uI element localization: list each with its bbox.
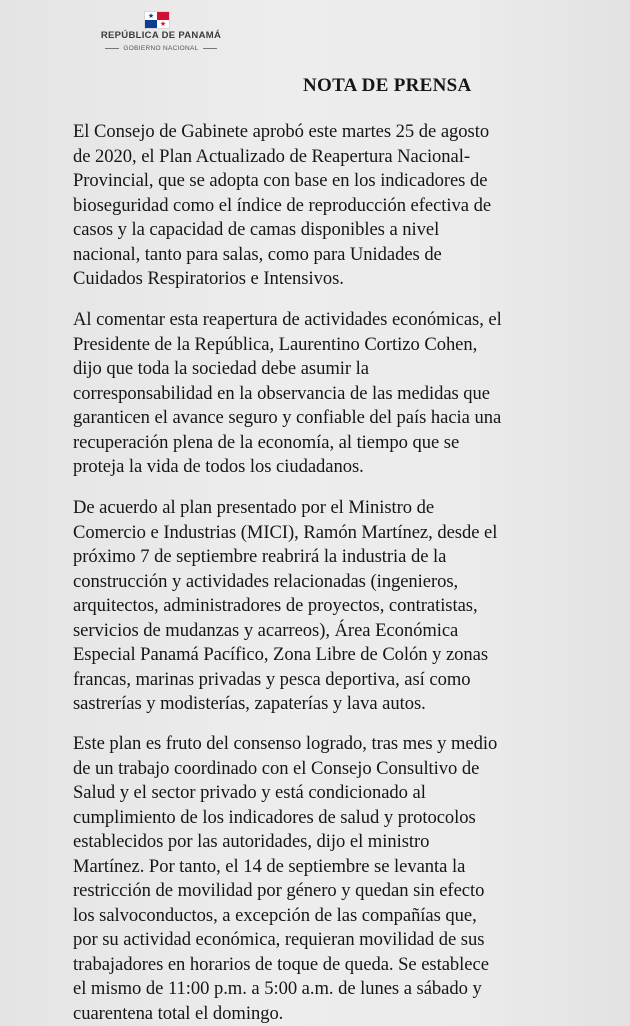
text-line: servicios de mudanzas y acarreos), Área Económica: [73, 619, 497, 644]
text-line: Presidente de la República, Laurentino Cortizo Cohen,: [73, 333, 502, 358]
panama-flag-icon: ★ ★: [144, 11, 170, 29]
text-line: Este plan es fruto del consenso logrado, tras mes y medio: [73, 732, 497, 757]
text-line: próximo 7 de septiembre reabrirá la industria de la: [73, 545, 497, 570]
text-line: por su actividad económica, requieran movilidad de sus: [73, 928, 497, 953]
text-line: cumplimiento de los indicadores de salud y protocolos: [73, 806, 497, 831]
text-line: nacional, tanto para salas, como para Unidades de: [73, 243, 491, 268]
text-line: casos y la capacidad de camas disponibles a nivel: [73, 218, 491, 243]
paragraph-1: [73, 120, 491, 292]
logo-subtitle-row: [96, 45, 226, 52]
text-line: Al comentar esta reapertura de actividades económicas, el: [73, 308, 502, 333]
text-line: Cuidados Respiratorios e Intensivos.: [73, 267, 491, 292]
text-line: De acuerdo al plan presentado por el Ministro de: [73, 496, 497, 521]
text-line: El Consejo de Gabinete aprobó este martes 25 de agosto: [73, 120, 491, 145]
text-line: los salvoconductos, a excepción de las compañías que,: [73, 904, 497, 929]
text-line: bioseguridad como el índice de reproducción efectiva de: [73, 194, 491, 219]
text-line: arquitectos, administradores de proyectos, contratistas,: [73, 594, 497, 619]
text-line: dijo que toda la sociedad debe asumir la: [73, 357, 502, 382]
text-line: Comercio e Industrias (MICI), Ramón Martínez, desde el: [73, 521, 497, 546]
government-logo: [96, 8, 226, 60]
text-line: cuarentena total el domingo.: [73, 1002, 497, 1026]
text-line: Especial Panamá Pacífico, Zona Libre de Colón y zonas: [73, 643, 497, 668]
paragraph-2: [73, 308, 502, 480]
text-line: Martínez. Por tanto, el 14 de septiembre se levanta la: [73, 855, 497, 880]
text-line: Provincial, que se adopta con base en los indicadores de: [73, 169, 491, 194]
text-line: sastrerías y modisterías, zapaterías y lava autos.: [73, 692, 497, 717]
text-line: de un trabajo coordinado con el Consejo Consultivo de: [73, 757, 497, 782]
text-line: francas, marinas privadas y pesca deportiva, así como: [73, 668, 497, 693]
text-line: Salud y el sector privado y está condicionado al: [73, 781, 497, 806]
logo-subtitle: GOBIERNO NACIONAL: [123, 45, 198, 52]
text-line: de 2020, el Plan Actualizado de Reapertura Nacional-: [73, 145, 491, 170]
paragraph-3: [73, 496, 497, 717]
document-title: NOTA DE PRENSA: [303, 74, 472, 98]
text-line: garanticen el avance seguro y confiable del país hacia una: [73, 406, 502, 431]
text-line: construcción y actividades relacionadas (ingenieros,: [73, 570, 497, 595]
text-line: recuperación plena de la economía, al tiempo que se: [73, 431, 502, 456]
logo-divider-right: [203, 48, 217, 49]
text-line: corresponsabilidad en la observancia de las medidas que: [73, 382, 502, 407]
logo-title: REPÚBLICA DE PANAMÁ: [96, 30, 226, 41]
paragraph-4: [73, 732, 497, 1026]
text-line: establecidos por las autoridades, dijo el ministro: [73, 830, 497, 855]
text-line: trabajadores en horarios de toque de queda. Se establece: [73, 953, 497, 978]
logo-divider-left: [105, 48, 119, 49]
text-line: proteja la vida de todos los ciudadanos.: [73, 455, 502, 480]
text-line: restricción de movilidad por género y quedan sin efecto: [73, 879, 497, 904]
text-line: el mismo de 11:00 p.m. a 5:00 a.m. de lunes a sábado y: [73, 977, 497, 1002]
